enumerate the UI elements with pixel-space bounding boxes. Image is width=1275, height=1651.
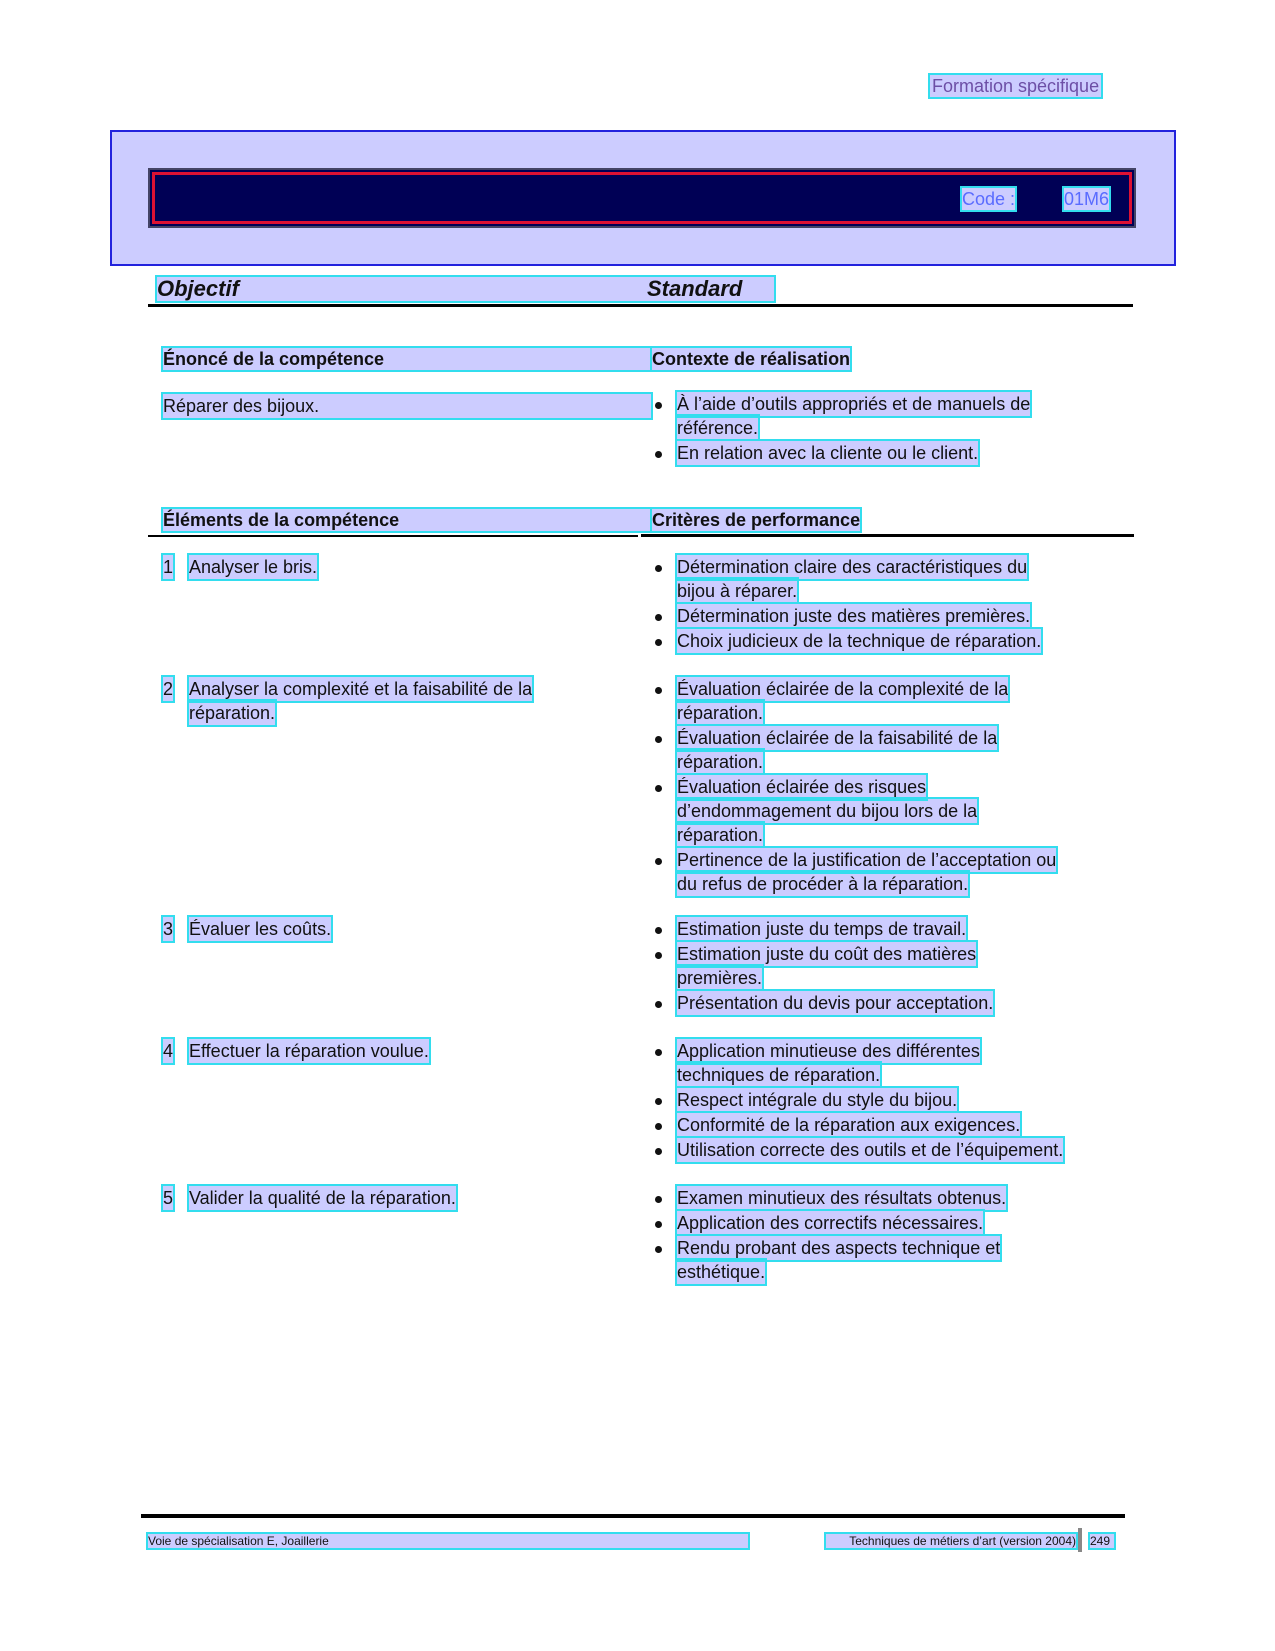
competence-statement: Réparer des bijoux. <box>163 394 651 418</box>
bullet-icon <box>655 1246 662 1253</box>
bullet-icon <box>655 858 662 865</box>
bullet-text-line: premières. <box>677 968 763 988</box>
bullet-icon <box>655 952 662 959</box>
bullet-icon <box>655 1148 662 1155</box>
bullet-icon <box>655 565 662 572</box>
element-text <box>189 555 317 579</box>
footer-rule <box>141 1514 1125 1518</box>
code-value: 01M6 <box>1064 189 1110 209</box>
bullet-text-line: Estimation juste du coût des matières <box>677 944 977 964</box>
footer-right: Techniques de métiers d’art (version 2004) <box>826 1534 1076 1548</box>
bullet-icon <box>655 1001 662 1008</box>
element-text <box>189 1186 456 1210</box>
bullet-text-line: Évaluation éclairée des risques <box>677 777 927 797</box>
element-text-line: Effectuer la réparation voulue. <box>189 1041 429 1061</box>
element-text-line: Analyser la complexité et la faisabilité de la <box>189 679 533 699</box>
bullet-text-line: En relation avec la cliente ou le client. <box>677 443 979 463</box>
bullet-text-line: réparation. <box>677 703 764 723</box>
bullet-text-line: Estimation juste du temps de travail. <box>677 919 967 939</box>
header-rule <box>148 304 1133 307</box>
bullet-text-line: Respect intégrale du style du bijou. <box>677 1090 958 1110</box>
bullet-text-line: Choix judicieux de la technique de réparation. <box>677 631 1042 651</box>
bullet-icon <box>655 1196 662 1203</box>
element-number: 5 <box>163 1188 174 1208</box>
bullet-text-line: techniques de réparation. <box>677 1065 881 1085</box>
element-number: 1 <box>163 557 174 577</box>
bullet-icon <box>655 736 662 743</box>
bullet-text-line: Détermination juste des matières premières. <box>677 606 1031 626</box>
bullet-icon <box>655 639 662 646</box>
element-number: 3 <box>163 919 174 939</box>
objective-heading: Objectif <box>157 276 239 301</box>
bullet-text-line: esthétique. <box>677 1262 766 1282</box>
bullet-text-line: réparation. <box>677 752 764 772</box>
bullet-text-line: référence. <box>677 418 759 438</box>
element-text-line: Évaluer les coûts. <box>189 919 332 939</box>
element-number: 4 <box>163 1041 174 1061</box>
footer-left: Voie de spécialisation E, Joaillerie <box>148 1534 748 1548</box>
page-number: 249 <box>1090 1534 1114 1548</box>
criteria-rule <box>641 534 1134 537</box>
bullet-icon <box>655 785 662 792</box>
bullet-icon <box>655 1123 662 1130</box>
bullet-text-line: Application des correctifs nécessaires. <box>677 1213 984 1233</box>
bullet-text-line: À l’aide d’outils appropriés et de manuels de <box>677 394 1031 414</box>
element-text <box>189 917 331 941</box>
bullet-icon <box>655 1049 662 1056</box>
criteria-heading: Critères de performance <box>652 510 861 530</box>
code-label: Code : <box>962 189 1016 209</box>
bullet-icon <box>655 927 662 934</box>
element-text-line: réparation. <box>189 703 276 723</box>
bullet-text-line: Rendu probant des aspects technique et <box>677 1238 1001 1258</box>
competence-heading: Énoncé de la compétence <box>163 348 651 370</box>
bullet-text-line: Évaluation éclairée de la complexité de la <box>677 679 1009 699</box>
bullet-text-line: Application minutieuse des différentes <box>677 1041 980 1061</box>
standard-heading: Standard <box>647 276 743 301</box>
bullet-text-line: bijou à réparer. <box>677 581 798 601</box>
element-text <box>189 1039 429 1063</box>
table-header <box>157 277 774 301</box>
bullet-icon <box>655 451 662 458</box>
footer-separator <box>1078 1528 1082 1552</box>
bullet-icon <box>655 687 662 694</box>
bullet-icon <box>655 614 662 621</box>
element-text-line: Analyser le bris. <box>189 557 318 577</box>
bullet-icon <box>655 1098 662 1105</box>
bullet-text-line: Pertinence de la justification de l’acceptation ou <box>677 850 1057 870</box>
bullet-text-line: Utilisation correcte des outils et de l’équipement. <box>677 1140 1064 1160</box>
element-text-line: Valider la qualité de la réparation. <box>189 1188 456 1208</box>
bullet-text-line: réparation. <box>677 825 764 845</box>
bullet-text-line: Examen minutieux des résultats obtenus. <box>677 1188 1007 1208</box>
bullet-text-line: Conformité de la réparation aux exigences. <box>677 1115 1021 1135</box>
bullet-text-line: Évaluation éclairée de la faisabilité de la <box>677 728 998 748</box>
bullet-text-line: Présentation du devis pour acceptation. <box>677 993 994 1013</box>
bullet-text-line: Détermination claire des caractéristiques du <box>677 557 1028 577</box>
elements-rule <box>148 535 638 537</box>
elements-heading: Éléments de la compétence <box>163 509 651 531</box>
bullet-text-line: d’endommagement du bijou lors de la <box>677 801 978 821</box>
bullet-text-line: du refus de procéder à la réparation. <box>677 874 969 894</box>
element-number: 2 <box>163 679 174 699</box>
context-heading: Contexte de réalisation <box>652 349 851 369</box>
bullet-icon <box>655 1221 662 1228</box>
header-label: Formation spécifique <box>932 76 1100 96</box>
bullet-icon <box>655 402 662 409</box>
element-text <box>189 677 532 725</box>
